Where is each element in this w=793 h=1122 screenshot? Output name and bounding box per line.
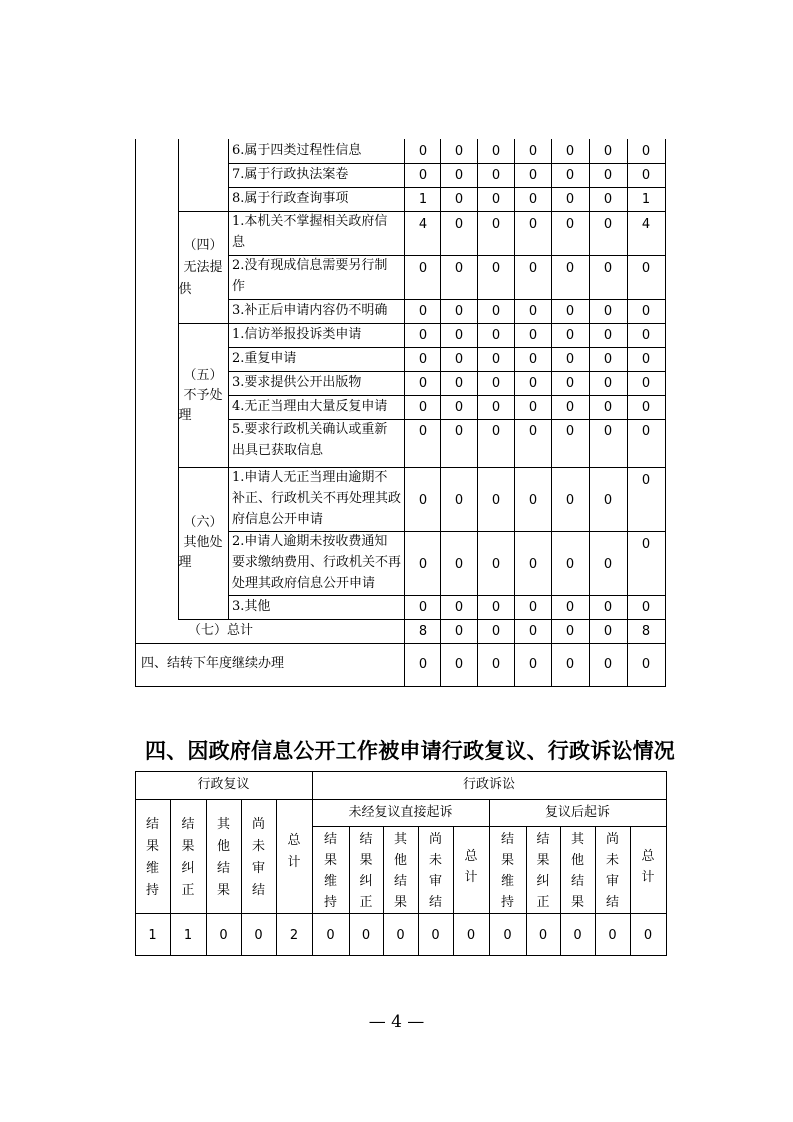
table-cell-value: 0 xyxy=(491,352,501,367)
column-header-char: 果 xyxy=(145,839,159,854)
table-cell-value: 0 xyxy=(565,304,575,319)
table-cell-value: 0 xyxy=(491,600,501,615)
table-cell-value: 0 xyxy=(603,493,613,508)
table-cell-value: 0 xyxy=(565,261,575,276)
column-header-char: 纠 xyxy=(181,861,195,876)
table-cell-value: 0 xyxy=(565,328,575,343)
table-cell-value: 0 xyxy=(643,928,653,943)
column-header-char: 未 xyxy=(251,839,265,854)
table-rule xyxy=(178,323,229,324)
column-header-char: 他 xyxy=(393,853,407,868)
table-cell-value: 0 xyxy=(454,557,464,572)
table-cell-value: 0 xyxy=(528,400,538,415)
column-header-char: 结 xyxy=(536,832,550,847)
table-cell-value: 4 xyxy=(641,217,651,232)
table-cell-value: 0 xyxy=(641,304,651,319)
category-label: 无法提 xyxy=(183,260,223,275)
table-cell-value: 0 xyxy=(641,328,651,343)
table-cell-value: 0 xyxy=(454,657,464,672)
table-cell-value: 0 xyxy=(641,657,651,672)
category-label: 理 xyxy=(178,555,192,570)
table-cell-value: 0 xyxy=(528,261,538,276)
column-header-char: 纠 xyxy=(536,874,550,889)
row-label: 2.申请人逾期未按收费通知 xyxy=(232,534,388,549)
row-label: 2.没有现成信息需要另行制 xyxy=(232,258,388,273)
table-cell-value: 0 xyxy=(454,217,464,232)
table-cell-value: 0 xyxy=(565,376,575,391)
column-header-char: 结 xyxy=(145,817,159,832)
table-cell-value: 0 xyxy=(418,144,428,159)
row-label: 1.申请人无正当理由逾期不 xyxy=(232,470,388,485)
table-rule xyxy=(135,643,666,644)
table-cell-value: 0 xyxy=(396,928,405,943)
row-label: 息 xyxy=(232,235,246,250)
row-label: 3.补正后申请内容仍不明确 xyxy=(232,303,388,318)
table-cell-value: 0 xyxy=(528,493,538,508)
table-cell-value: 0 xyxy=(431,928,440,943)
category-label: 不予处 xyxy=(183,388,223,403)
table-cell-value: 0 xyxy=(528,376,538,391)
table-cell-value: 0 xyxy=(641,400,651,415)
column-header-char: 纠 xyxy=(359,874,373,889)
table-cell-value: 0 xyxy=(641,168,651,183)
table-cell-value: 0 xyxy=(454,192,464,207)
table-cell-value: 0 xyxy=(418,168,428,183)
table-rule xyxy=(228,595,666,596)
table-cell-value: 0 xyxy=(454,261,464,276)
table-cell-value: 0 xyxy=(418,328,428,343)
table-cell-value: 0 xyxy=(528,217,538,232)
column-header-char: 计 xyxy=(287,855,301,870)
row-label: 要求缴纳费用、行政机关不再 xyxy=(232,555,402,570)
row-label: 补正、行政机关不再处理其政 xyxy=(232,491,402,506)
table-cell-value: 1 xyxy=(148,928,157,943)
column-header-char: 持 xyxy=(500,895,514,910)
page-number: — 4 — xyxy=(368,1012,425,1032)
row-label: 出具已获取信息 xyxy=(232,443,324,458)
row-label: 5.要求行政机关确认或重新 xyxy=(232,422,388,437)
row-label: 作 xyxy=(232,279,246,294)
column-header-char: 结 xyxy=(323,832,337,847)
table-cell-value: 0 xyxy=(491,328,501,343)
column-header-char: 总 xyxy=(287,833,301,848)
table-cell-value: 0 xyxy=(603,304,613,319)
table-cell-value: 0 xyxy=(528,624,538,639)
table-cell-value: 0 xyxy=(491,217,501,232)
column-header-char: 审 xyxy=(605,874,619,889)
table-cell-value: 0 xyxy=(454,328,464,343)
table-cell-value: 0 xyxy=(641,376,651,391)
table-cell-value: 0 xyxy=(565,352,575,367)
table-cell-value: 1 xyxy=(641,192,651,207)
row-label: 1.本机关不掌握相关政府信 xyxy=(232,214,388,229)
table-cell-value: 0 xyxy=(528,328,538,343)
table-cell-value: 0 xyxy=(454,493,464,508)
row-label: 府信息公开申请 xyxy=(232,512,324,527)
table-cell-value: 0 xyxy=(565,493,575,508)
column-header-char: 果 xyxy=(216,883,230,898)
table-cell-value: 0 xyxy=(565,192,575,207)
table-cell-value: 0 xyxy=(603,217,613,232)
table-cell-value: 0 xyxy=(603,328,613,343)
table-cell-value: 0 xyxy=(528,424,538,439)
table-cell-value: 0 xyxy=(219,928,228,943)
column-header-char: 持 xyxy=(145,883,159,898)
table-cell-value: 0 xyxy=(454,144,464,159)
column-header-char: 正 xyxy=(536,895,550,910)
column-header-char: 总 xyxy=(641,849,655,864)
column-header-char: 正 xyxy=(181,883,195,898)
review-header: 行政复议 xyxy=(197,777,250,792)
column-header-char: 结 xyxy=(570,874,584,889)
column-header-char: 果 xyxy=(359,853,373,868)
table-cell-value: 0 xyxy=(603,424,613,439)
column-header-char: 结 xyxy=(251,883,265,898)
table-cell-value: 0 xyxy=(565,600,575,615)
row-label: 7.属于行政执法案卷 xyxy=(232,167,349,182)
table-cell-value: 0 xyxy=(528,600,538,615)
table-cell-value: 0 xyxy=(603,192,613,207)
table-cell-value: 8 xyxy=(418,624,428,639)
table-cell-value: 1 xyxy=(183,928,193,943)
table-cell-value: 0 xyxy=(565,624,575,639)
table-cell-value: 0 xyxy=(454,400,464,415)
table-cell-value: 0 xyxy=(641,600,651,615)
column-header-char: 审 xyxy=(428,874,442,889)
table-cell-value: 0 xyxy=(528,304,538,319)
table-cell-value: 0 xyxy=(418,557,428,572)
column-header-char: 维 xyxy=(145,861,159,876)
table-cell-value: 0 xyxy=(491,261,501,276)
table-cell-value: 0 xyxy=(565,400,575,415)
table-cell-value: 0 xyxy=(491,144,501,159)
table-cell-value: 0 xyxy=(641,537,651,552)
table-cell-value: 0 xyxy=(565,168,575,183)
table-cell-value: 0 xyxy=(641,424,651,439)
table-cell-value: 0 xyxy=(418,400,428,415)
column-header-char: 结 xyxy=(393,874,407,889)
row-label: 8.属于行政查询事项 xyxy=(232,191,349,206)
table-cell-value: 8 xyxy=(641,624,651,639)
table-cell-value: 0 xyxy=(528,657,538,672)
column-header-char: 结 xyxy=(216,861,230,876)
row-label: 处理其政府信息公开申请 xyxy=(232,576,376,591)
column-header-char: 尚 xyxy=(251,817,265,832)
row-label: 1.信访举报投诉类申请 xyxy=(232,327,362,342)
category-label: 供 xyxy=(178,282,192,297)
column-header-char: 果 xyxy=(536,853,550,868)
table-cell-value: 0 xyxy=(603,557,613,572)
column-header-char: 尚 xyxy=(605,832,619,847)
table-cell-value: 0 xyxy=(491,400,501,415)
table-rule xyxy=(665,139,666,686)
column-header-char: 未 xyxy=(428,853,442,868)
table-cell-value: 0 xyxy=(603,261,613,276)
table-rule xyxy=(135,139,136,686)
litigation-header: 行政诉讼 xyxy=(462,777,515,792)
table-cell-value: 0 xyxy=(603,657,613,672)
table-rule xyxy=(135,771,667,772)
column-header-char: 维 xyxy=(500,874,514,889)
column-header-char: 结 xyxy=(428,895,442,910)
column-header-char: 总 xyxy=(464,849,478,864)
table-cell-value: 0 xyxy=(418,352,428,367)
column-header-char: 未 xyxy=(605,853,619,868)
section-title: 四、因政府信息公开工作被申请行政复议、行政诉讼情况 xyxy=(145,739,675,763)
table-cell-value: 0 xyxy=(528,168,538,183)
table-cell-value: 0 xyxy=(603,600,613,615)
table-cell-value: 0 xyxy=(454,624,464,639)
column-header-char: 果 xyxy=(570,895,584,910)
table-cell-value: 0 xyxy=(454,352,464,367)
category-label: （六） xyxy=(183,515,223,530)
table-cell-value: 0 xyxy=(491,376,501,391)
table-cell-value: 0 xyxy=(418,424,428,439)
table-cell-value: 0 xyxy=(528,192,538,207)
column-header-char: 计 xyxy=(641,870,655,885)
row-label: 2.重复申请 xyxy=(232,351,297,366)
table-cell-value: 0 xyxy=(573,928,582,943)
table-cell-value: 0 xyxy=(538,928,548,943)
after-header: 复议后起诉 xyxy=(544,805,610,820)
table-cell-value: 0 xyxy=(491,657,501,672)
table-cell-value: 0 xyxy=(491,557,501,572)
table-cell-value: 0 xyxy=(454,424,464,439)
table-cell-value: 0 xyxy=(418,376,428,391)
row-label: 3.要求提供公开出版物 xyxy=(232,375,362,390)
column-header-char: 他 xyxy=(216,839,230,854)
table-rule xyxy=(228,139,229,619)
carryover-label: 四、结转下年度继续办理 xyxy=(141,656,285,671)
table-cell-value: 0 xyxy=(491,493,501,508)
table-cell-value: 0 xyxy=(418,261,428,276)
table-cell-value: 0 xyxy=(491,304,501,319)
direct-header: 未经复议直接起诉 xyxy=(348,805,453,820)
table-rule xyxy=(135,686,666,687)
table-cell-value: 0 xyxy=(608,928,617,943)
table-cell-value: 0 xyxy=(418,493,428,508)
table-cell-value: 0 xyxy=(603,144,613,159)
table-rule xyxy=(135,955,667,956)
column-header-char: 果 xyxy=(500,853,514,868)
table-cell-value: 0 xyxy=(641,261,651,276)
table-cell-value: 0 xyxy=(565,657,575,672)
column-header-char: 审 xyxy=(251,861,265,876)
column-header-char: 计 xyxy=(464,870,478,885)
table-cell-value: 0 xyxy=(454,600,464,615)
category-label: 理 xyxy=(178,408,192,423)
table-cell-value: 0 xyxy=(454,168,464,183)
column-header-char: 持 xyxy=(323,895,337,910)
column-header-char: 他 xyxy=(570,853,584,868)
table-cell-value: 0 xyxy=(565,557,575,572)
total-label: （七）总计 xyxy=(188,623,254,638)
column-header-char: 结 xyxy=(359,832,373,847)
table-cell-value: 0 xyxy=(491,424,501,439)
table-cell-value: 0 xyxy=(503,928,512,943)
column-header-char: 其 xyxy=(393,832,407,847)
column-header-char: 其 xyxy=(216,817,230,832)
row-label: 6.属于四类过程性信息 xyxy=(232,143,362,158)
table-cell-value: 0 xyxy=(491,168,501,183)
column-header-char: 尚 xyxy=(428,832,442,847)
table-rule xyxy=(135,799,666,800)
table-cell-value: 0 xyxy=(603,168,613,183)
table-cell-value: 0 xyxy=(326,928,335,943)
table-cell-value: 0 xyxy=(491,624,501,639)
table-cell-value: 0 xyxy=(603,624,613,639)
table-cell-value: 0 xyxy=(418,304,428,319)
column-header-char: 结 xyxy=(500,832,514,847)
row-label: 4.无正当理由大量反复申请 xyxy=(232,399,388,414)
row-label: 3.其他 xyxy=(232,599,271,614)
table-cell-value: 0 xyxy=(528,557,538,572)
category-label: 其他处 xyxy=(183,535,223,550)
table-cell-value: 0 xyxy=(641,144,651,159)
table-cell-value: 0 xyxy=(454,376,464,391)
category-label: （四） xyxy=(183,238,223,253)
table-cell-value: 1 xyxy=(418,192,428,207)
column-header-char: 果 xyxy=(181,839,195,854)
table-cell-value: 0 xyxy=(418,600,428,615)
column-header-char: 结 xyxy=(605,895,619,910)
table-cell-value: 0 xyxy=(641,473,651,488)
table-cell-value: 2 xyxy=(289,928,299,943)
table-cell-value: 0 xyxy=(565,144,575,159)
column-header-char: 正 xyxy=(359,895,373,910)
table-cell-value: 0 xyxy=(603,376,613,391)
table-cell-value: 0 xyxy=(454,304,464,319)
column-header-char: 其 xyxy=(570,832,584,847)
table-cell-value: 0 xyxy=(603,400,613,415)
table-cell-value: 0 xyxy=(528,352,538,367)
table-cell-value: 0 xyxy=(641,352,651,367)
table-cell-value: 0 xyxy=(361,928,371,943)
table-cell-value: 0 xyxy=(466,928,476,943)
table-cell-value: 0 xyxy=(418,657,428,672)
column-header-char: 结 xyxy=(181,817,195,832)
table-cell-value: 0 xyxy=(254,928,263,943)
column-header-char: 果 xyxy=(323,853,337,868)
table-rule xyxy=(178,211,229,212)
column-header-char: 果 xyxy=(393,895,407,910)
table-cell-value: 0 xyxy=(528,144,538,159)
table-cell-value: 0 xyxy=(565,217,575,232)
category-label: （五） xyxy=(183,368,223,383)
table-cell-value: 0 xyxy=(565,424,575,439)
table-cell-value: 4 xyxy=(418,217,428,232)
table-cell-value: 0 xyxy=(491,192,501,207)
table-rule xyxy=(178,467,229,468)
table-cell-value: 0 xyxy=(603,352,613,367)
column-header-char: 维 xyxy=(323,874,337,889)
